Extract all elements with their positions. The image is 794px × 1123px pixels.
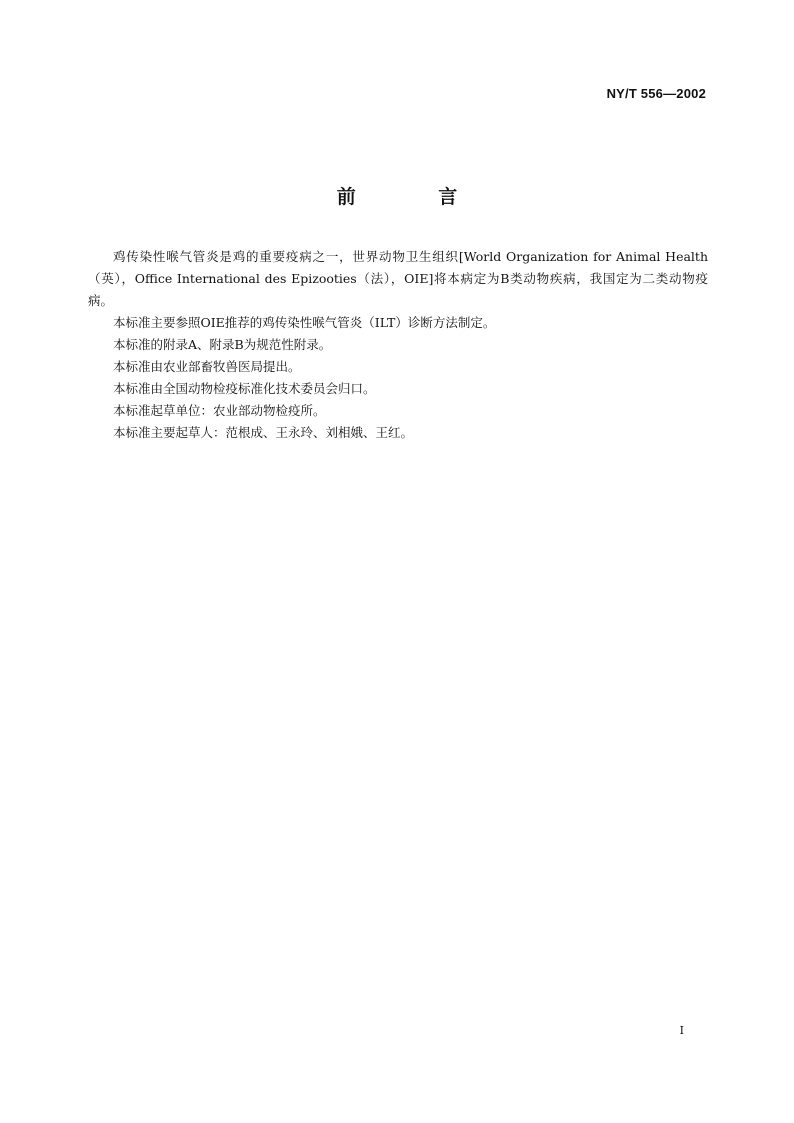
paragraph-proposer: 本标准由农业部畜牧兽医局提出。: [113, 359, 301, 374]
paragraph-drafting-unit: 本标准起草单位：农业部动物检疫所。: [113, 403, 326, 418]
paragraph-intro: 鸡传染性喉气管炎是鸡的重要疫病之一，世界动物卫生组织[World Organization for Animal Health（英），Office International des Epizooties（法），OIE]将本病定为B类动物疾病，我国定为二类动物疫病。: [88, 249, 708, 308]
paragraph-reference: 本标准主要参照OIE推荐的鸡传染性喉气管炎（ILT）诊断方法制定。: [113, 315, 496, 330]
paragraph-appendix: 本标准的附录A、附录B为规范性附录。: [113, 337, 332, 352]
paragraph-drafters: 本标准主要起草人：范根成、王永玲、刘相娥、王红。: [113, 425, 414, 440]
standard-number: NY/T 556—2002: [606, 86, 706, 101]
page-title: 前 言: [336, 186, 496, 208]
paragraph-committee: 本标准由全国动物检疫标准化技术委员会归口。: [113, 381, 376, 396]
foreword-body: [88, 246, 708, 444]
page-number: I: [679, 1024, 684, 1037]
